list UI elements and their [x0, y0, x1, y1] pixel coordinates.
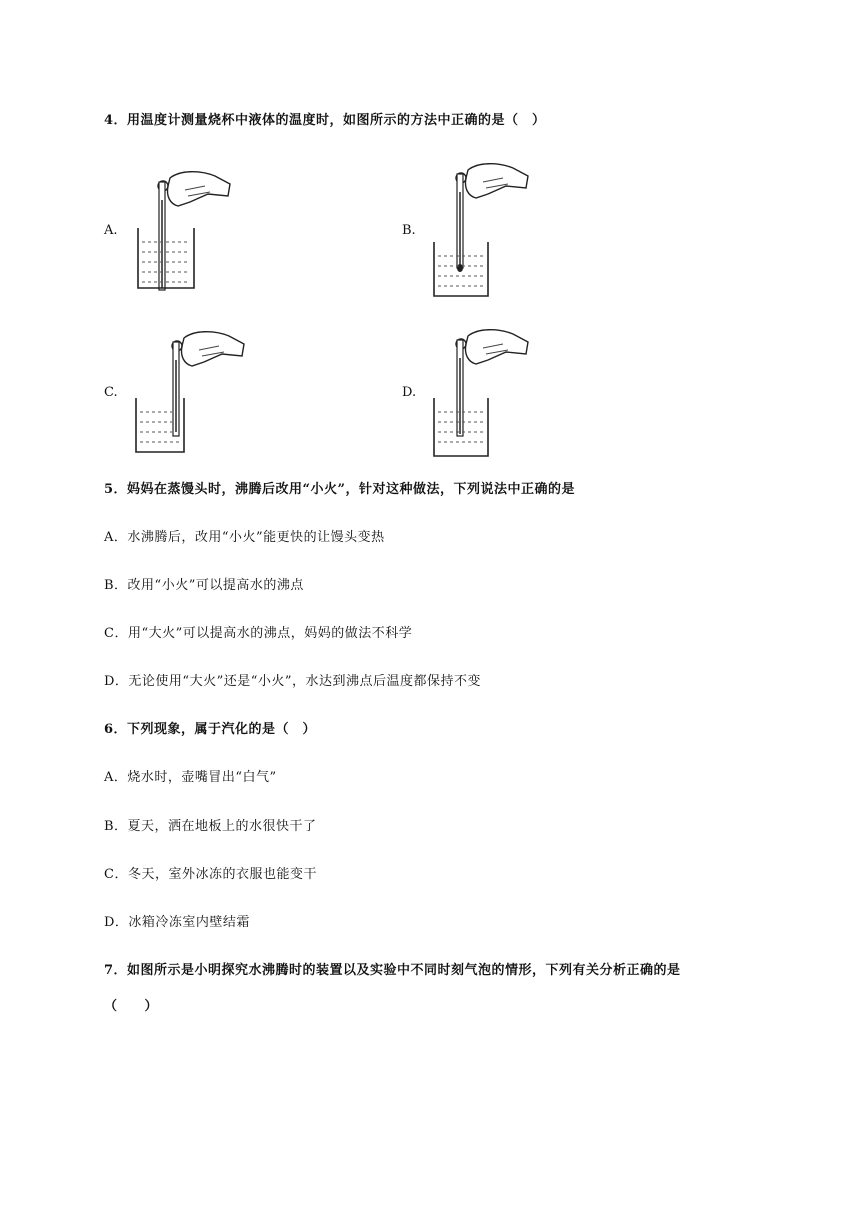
q6-stem: 6．下列现象，属于汽化的是（ ） — [104, 722, 317, 737]
q5-option-a: A．水沸腾后，改用“小火”能更快的让馒头变热 — [104, 530, 385, 545]
q5-stem: 5．妈妈在蒸馒头时，沸腾后改用“小火”，针对这种做法，下列说法中正确的是 — [104, 482, 576, 497]
thermometer-figure-b — [428, 152, 548, 302]
q4-option-d-label: D. — [402, 385, 417, 400]
q5-option-b: B．改用“小火”可以提高水的沸点 — [104, 578, 304, 593]
q4-option-b-label: B. — [402, 223, 416, 238]
q7-stem-continuation: （ ） — [104, 999, 159, 1014]
thermometer-figure-c — [130, 320, 260, 460]
q6-option-d: D．冰箱冷冻室内壁结霜 — [104, 915, 250, 930]
thermometer-figure-d — [428, 318, 548, 468]
q4-option-c-label: C. — [104, 385, 118, 400]
q4-option-a-label: A. — [104, 223, 118, 238]
q6-option-b: B．夏天，洒在地板上的水很快干了 — [104, 819, 317, 834]
q6-option-a: A．烧水时，壶嘴冒出“白气” — [104, 770, 277, 785]
thermometer-figure-a — [130, 160, 250, 300]
q5-option-c: C．用“大火”可以提高水的沸点，妈妈的做法不科学 — [104, 626, 413, 641]
q6-option-c: C．冬天，室外冰冻的衣服也能变干 — [104, 867, 317, 882]
q7-stem: 7．如图所示是小明探究水沸腾时的装置以及实验中不同时刻气泡的情形，下列有关分析正确的是 — [104, 963, 681, 978]
q5-option-d: D．无论使用“大火”还是“小火”，水达到沸点后温度都保持不变 — [104, 674, 482, 689]
q4-stem: 4．用温度计测量烧杯中液体的温度时，如图所示的方法中正确的是（ ） — [104, 113, 546, 128]
